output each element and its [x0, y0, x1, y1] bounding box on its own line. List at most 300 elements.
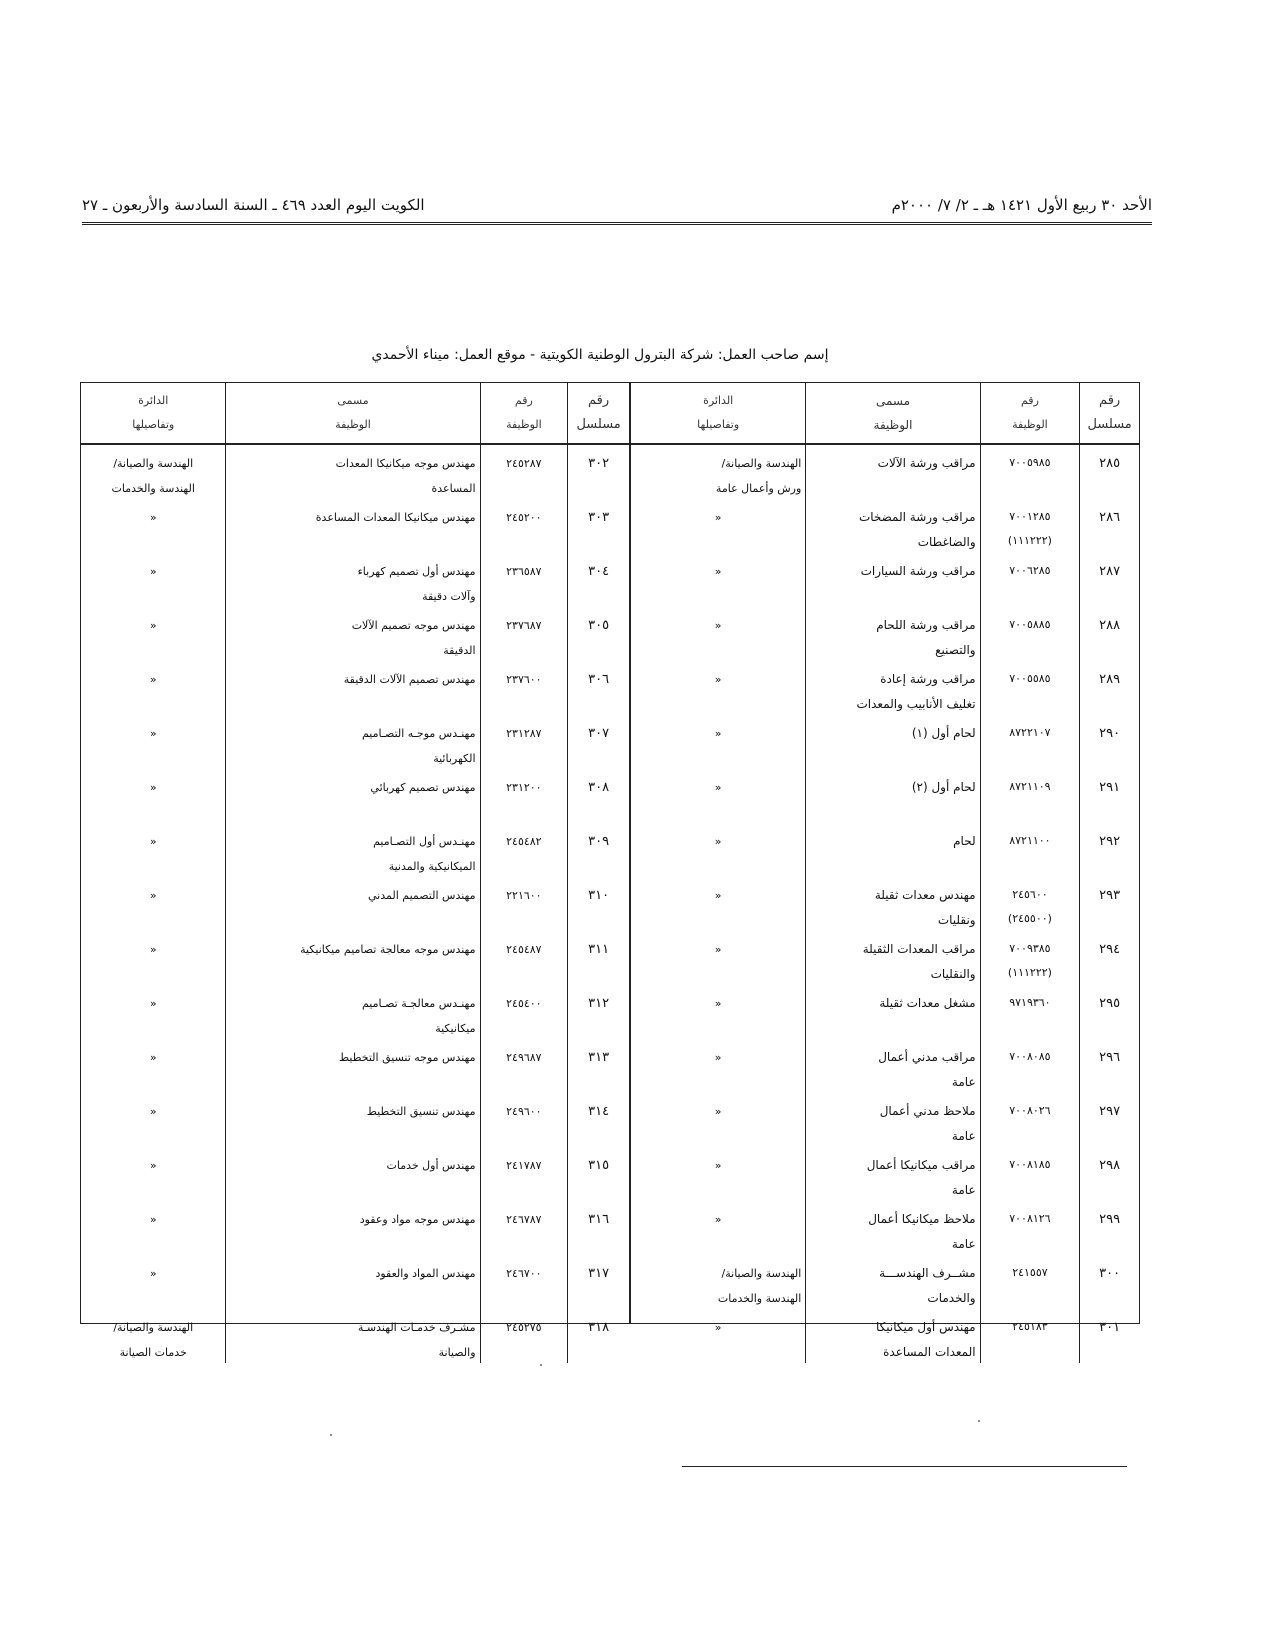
job-title-text: مهندس ميكانيكا المعدات المساعدة: [315, 511, 476, 524]
table-row: [631, 1147, 1139, 1201]
job-number-text: ٢٤٥٢٧٥: [506, 1321, 542, 1334]
serial-cell: [567, 1201, 629, 1255]
job-title-cell: [225, 1093, 479, 1147]
job-number-text: ٧٠٠٦٢٨٥: [1009, 564, 1051, 577]
job-title-text: مشــرف الهندســـة: [879, 1266, 976, 1280]
serial-text: ٢٩٦: [1099, 1050, 1121, 1065]
serial-text: ٣١٣: [588, 1050, 610, 1065]
serial-text: ٣٠٨: [588, 780, 610, 795]
job-title-cell: [225, 769, 479, 823]
department-cell: [631, 715, 805, 769]
ditto-mark: «: [714, 673, 722, 686]
serial-cell: [567, 877, 629, 931]
job-title-text: لحام أول (٢): [911, 780, 976, 794]
job-number-text: ٢٣١٢٨٧: [506, 727, 542, 740]
serial-cell: [1079, 445, 1139, 499]
serial-text: ٣١٠: [588, 888, 610, 903]
job-title-cell: [805, 445, 979, 499]
job-title-text: مراقب ورشة اللحام: [876, 618, 976, 632]
job-title-cell: [225, 445, 479, 499]
job-number-cell: [480, 1093, 568, 1147]
job-title-cell: [805, 931, 979, 985]
serial-text: ٢٩٨: [1099, 1158, 1121, 1173]
department-cell: [81, 445, 225, 499]
job-title-text: عامة: [951, 1183, 976, 1197]
job-title-text: مراقب ميكانيكا أعمال: [866, 1158, 976, 1172]
job-title-cell: [805, 661, 979, 715]
table-row: [631, 715, 1139, 769]
serial-cell: [567, 1039, 629, 1093]
job-title-text: عامة: [951, 1129, 976, 1143]
job-title-text: والضاغطات: [917, 535, 976, 549]
job-number-text: ٢٤٥٤٨٢: [506, 835, 542, 848]
job-number-cell: [980, 1309, 1080, 1363]
department-cell: [631, 445, 805, 499]
job-title-text: والنقليات: [930, 967, 976, 981]
table-row: [631, 1039, 1139, 1093]
department-cell: [81, 877, 225, 931]
serial-cell: [1079, 553, 1139, 607]
serial-text: ٣٠٣: [588, 510, 610, 525]
serial-text: ٣٠٢: [588, 456, 610, 471]
serial-cell: [567, 1093, 629, 1147]
ditto-mark: «: [149, 889, 157, 902]
job-number-cell: [480, 661, 568, 715]
job-number-text: ٧٠٠٥٥٨٥: [1009, 672, 1051, 685]
serial-text: ٢٩١: [1099, 780, 1121, 795]
department-text: الهندسة والصيانة/: [721, 1267, 802, 1280]
job-number-text: ٢٣٧٦٠٠: [506, 673, 542, 686]
job-title-text: مهندس أول تصميم كهرباء: [357, 565, 476, 578]
job-title-cell: [805, 823, 979, 877]
department-cell: [81, 1201, 225, 1255]
table-row: [81, 553, 629, 607]
department-cell: [81, 607, 225, 661]
job-title-text: مهنـدس موجـه التصـاميم: [361, 727, 476, 740]
job-title-cell: [225, 1147, 479, 1201]
department-text: الهندسة والصيانة/: [113, 457, 194, 470]
job-title-text: مهنـدس أول التصـاميم: [373, 835, 476, 848]
serial-cell: [567, 769, 629, 823]
job-title-cell: [225, 553, 479, 607]
job-number-text: ٨٧٢١١٠٠: [1009, 834, 1051, 847]
serial-text: ٢٩٥: [1099, 996, 1121, 1011]
header-dept: [631, 383, 805, 443]
job-title-text: مراقب ورشة المضخات: [858, 510, 976, 524]
job-number-cell: [980, 985, 1080, 1039]
header-job-no-l1: رقم: [1020, 394, 1039, 407]
employer-line: إسم صاحب العمل: شركة البترول الوطنية الكويتية - موقع العمل: ميناء الأحمدي: [371, 347, 829, 363]
table-header-left: [81, 383, 629, 445]
table-row: [631, 553, 1139, 607]
ditto-mark: «: [714, 727, 722, 740]
job-title-text: مهندس تنسيق التخطيط: [366, 1105, 476, 1118]
job-title-cell: [805, 1039, 979, 1093]
table-row: [81, 985, 629, 1039]
table-row: [81, 931, 629, 985]
header-right: الكويت اليوم العدد ٤٦٩ ـ السنة السادسة والأربعون ـ ٢٧: [82, 196, 425, 214]
serial-cell: [567, 499, 629, 553]
header-title-l1: مسمى: [875, 394, 911, 408]
job-title-cell: [805, 769, 979, 823]
job-title-text: ملاحظ ميكانيكا أعمال: [868, 1212, 976, 1226]
job-title-cell: [805, 1093, 979, 1147]
serial-text: ٣١٨: [588, 1320, 610, 1335]
serial-text: ٢٩٩: [1099, 1212, 1121, 1227]
serial-cell: [567, 607, 629, 661]
job-number-text: ٢٤٥٤٠٠: [506, 997, 542, 1010]
serial-text: ٣١٥: [588, 1158, 610, 1173]
serial-cell: [567, 1255, 629, 1309]
job-number-cell: [480, 607, 568, 661]
department-cell: [81, 985, 225, 1039]
job-title-cell: [805, 715, 979, 769]
job-number-text: ٢٣١٢٠٠: [506, 781, 542, 794]
job-title-text: والخدمات: [927, 1291, 976, 1305]
job-title-cell: [225, 985, 479, 1039]
header-dept-l1: الدائرة: [138, 394, 169, 407]
serial-cell: [1079, 1201, 1139, 1255]
department-cell: [631, 499, 805, 553]
header-title: [805, 383, 979, 443]
job-number-text: ٢٣٧٦٨٧: [506, 619, 542, 632]
job-number-cell: [980, 1255, 1080, 1309]
table-row: [81, 877, 629, 931]
job-title-text: مهندس تصميم كهربائي: [370, 781, 476, 794]
department-cell: [631, 877, 805, 931]
table-row: [81, 769, 629, 823]
header-title: [225, 383, 479, 443]
serial-text: ٢٩٢: [1099, 834, 1121, 849]
department-cell: [631, 823, 805, 877]
ditto-mark: «: [714, 1321, 722, 1334]
serial-cell: [567, 445, 629, 499]
job-title-cell: [805, 553, 979, 607]
serial-text: ٢٨٦: [1099, 510, 1121, 525]
job-number-text: ٢٤١٥٥٧: [1012, 1266, 1048, 1279]
job-number-text: ٧٠٠٨٠٢٦: [1009, 1104, 1051, 1117]
serial-text: ٣١١: [588, 942, 610, 957]
ditto-mark: «: [714, 889, 722, 902]
ditto-mark: «: [714, 565, 722, 578]
job-title-cell: [225, 499, 479, 553]
table-row: [81, 445, 629, 499]
job-number-cell: [480, 877, 568, 931]
header-rule: [82, 222, 1152, 225]
department-cell: [631, 1255, 805, 1309]
job-number-cell: [480, 1201, 568, 1255]
header-serial-l1: رقم: [588, 393, 610, 408]
header-title-l2: الوظيفة: [335, 418, 371, 431]
department-cell: [631, 1039, 805, 1093]
job-number-text: ٧٠٠٨١٢٦: [1009, 1212, 1051, 1225]
job-title-text: تغليف الأنابيب والمعدات: [856, 697, 976, 711]
job-number-cell: [480, 985, 568, 1039]
serial-text: ٣٠٧: [588, 726, 610, 741]
table-row: [631, 499, 1139, 553]
department-cell: [631, 985, 805, 1039]
serial-text: ٢٨٥: [1099, 456, 1121, 471]
serial-cell: [567, 715, 629, 769]
job-number-cell: [480, 769, 568, 823]
job-number-text: ٧٠٠٩٣٨٥: [1009, 942, 1051, 955]
header-serial-l2: مسلسل: [1087, 417, 1132, 432]
ditto-mark: «: [714, 997, 722, 1010]
department-cell: [631, 769, 805, 823]
job-title-text: وآلات دقيقة: [422, 590, 476, 603]
job-number-cell: [480, 499, 568, 553]
job-number-text: ٢٤٦٧٠٠: [506, 1267, 542, 1280]
page-header: [82, 194, 1152, 216]
department-cell: [81, 661, 225, 715]
job-title-text: مهندس التصميم المدني: [368, 889, 476, 902]
job-number-cell: [480, 1255, 568, 1309]
job-number-text: ٨٧٢٢١٠٧: [1009, 726, 1051, 739]
serial-cell: [1079, 769, 1139, 823]
header-job-no: [480, 383, 568, 443]
job-title-text: مراقب ورشة الآلات: [877, 456, 976, 470]
ditto-mark: «: [714, 943, 722, 956]
ditto-mark: «: [149, 1213, 157, 1226]
job-number-cell: [480, 823, 568, 877]
serial-cell: [1079, 499, 1139, 553]
table-row: [631, 661, 1139, 715]
job-title-text: مراقب المعدات الثقيلة: [862, 942, 976, 956]
job-number-text: ٧٠٠٨١٨٥: [1009, 1158, 1051, 1171]
ditto-mark: «: [149, 565, 157, 578]
header-title-l2: الوظيفة: [873, 418, 913, 432]
department-cell: [81, 931, 225, 985]
job-title-cell: [225, 1201, 479, 1255]
table-row: [81, 1309, 629, 1363]
job-title-cell: [225, 877, 479, 931]
table-row: [631, 1201, 1139, 1255]
job-number-cell: [980, 1147, 1080, 1201]
job-number-cell: [980, 1093, 1080, 1147]
job-title-cell: [225, 1255, 479, 1309]
job-title-cell: [805, 1309, 979, 1363]
ditto-mark: «: [149, 673, 157, 686]
job-title-text: الدقيقة: [443, 644, 476, 657]
job-title-text: مهندس موجه تنسيق التخطيط: [338, 1051, 476, 1064]
serial-text: ٢٩٣: [1099, 888, 1121, 903]
table-row: [631, 445, 1139, 499]
job-title-cell: [225, 823, 479, 877]
job-number-cell: [980, 715, 1080, 769]
ditto-mark: «: [149, 781, 157, 794]
job-title-text: ونقليات: [937, 913, 976, 927]
job-number-cell: [980, 661, 1080, 715]
job-number-text: (١١١٢٢٢): [1007, 966, 1052, 979]
table-row: [631, 931, 1139, 985]
serial-cell: [1079, 661, 1139, 715]
serial-cell: [1079, 1147, 1139, 1201]
job-number-text: ٢٤٥١٨٣: [1012, 1320, 1048, 1333]
ditto-mark: «: [149, 727, 157, 740]
serial-text: ٢٨٨: [1099, 618, 1121, 633]
serial-cell: [1079, 607, 1139, 661]
table-row: [631, 985, 1139, 1039]
serial-cell: [1079, 931, 1139, 985]
ditto-mark: «: [714, 1051, 722, 1064]
job-number-text: ٧٠٠٥٩٨٥: [1009, 456, 1051, 469]
table-row: [81, 1093, 629, 1147]
serial-text: ٢٩٤: [1099, 942, 1121, 957]
job-title-text: عامة: [951, 1237, 976, 1251]
table-row: [81, 823, 629, 877]
department-cell: [81, 1039, 225, 1093]
job-number-text: ٢٤٥٦٠٠: [1012, 888, 1048, 901]
job-title-text: مهندس المواد والعقود: [375, 1267, 476, 1280]
header-job-no-l1: رقم: [514, 394, 533, 407]
job-title-text: المساعدة: [431, 482, 476, 495]
serial-cell: [1079, 877, 1139, 931]
serial-cell: [1079, 1039, 1139, 1093]
serial-cell: [567, 661, 629, 715]
header-dept-l2: وتفاصيلها: [697, 418, 740, 431]
department-cell: [81, 769, 225, 823]
serial-text: ٣١٤: [588, 1104, 610, 1119]
serial-cell: [567, 931, 629, 985]
job-title-text: الكهربائية: [433, 752, 476, 765]
serial-cell: [1079, 985, 1139, 1039]
job-title-text: مهندس موجه ميكانيكا المعدات: [335, 457, 476, 470]
table-body-left: [81, 445, 629, 1363]
ditto-mark: «: [149, 511, 157, 524]
job-number-text: ٩٧١٩٣٦٠: [1009, 996, 1051, 1009]
job-number-text: ٢٣٦٥٨٧: [506, 565, 542, 578]
department-cell: [631, 1201, 805, 1255]
ditto-mark: «: [149, 1267, 157, 1280]
ditto-mark: «: [714, 781, 722, 794]
job-title-cell: [225, 1309, 479, 1363]
job-title-cell: [805, 607, 979, 661]
job-title-text: مهندس معدات ثقيلة: [874, 888, 976, 902]
job-title-cell: [805, 1201, 979, 1255]
table-row: [631, 823, 1139, 877]
job-title-text: مهندس موجه مواد وعقود: [359, 1213, 476, 1226]
job-number-cell: [480, 931, 568, 985]
job-number-text: ٧٠٠٨٠٨٥: [1009, 1050, 1051, 1063]
job-number-cell: [480, 553, 568, 607]
header-job-no-l2: الوظيفة: [506, 418, 542, 431]
serial-text: ٣١٢: [588, 996, 610, 1011]
header-serial: [1079, 383, 1139, 443]
job-title-cell: [225, 931, 479, 985]
job-title-cell: [225, 607, 479, 661]
department-cell: [81, 1147, 225, 1201]
job-number-cell: [980, 769, 1080, 823]
job-number-cell: [980, 607, 1080, 661]
job-title-text: مهندس موجه تصميم الآلات: [351, 619, 476, 632]
ditto-mark: «: [149, 619, 157, 632]
header-serial-l2: مسلسل: [576, 417, 621, 432]
header-serial-l1: رقم: [1099, 393, 1121, 408]
serial-cell: [567, 553, 629, 607]
serial-cell: [1079, 1255, 1139, 1309]
job-number-cell: [480, 1147, 568, 1201]
department-cell: [81, 823, 225, 877]
job-number-cell: [980, 553, 1080, 607]
job-number-text: ٢٤٥٢٠٠: [506, 511, 542, 524]
header-dept-l2: وتفاصيلها: [132, 418, 175, 431]
ditto-mark: «: [714, 835, 722, 848]
job-title-text: المعدات المساعدة: [883, 1345, 976, 1359]
job-number-text: ٨٧٢١١٠٩: [1009, 780, 1051, 793]
table-row: [631, 607, 1139, 661]
table-row: [81, 1039, 629, 1093]
header-dept: [81, 383, 225, 443]
scan-speck: [540, 1364, 542, 1366]
table-right-half: [630, 382, 1140, 1359]
table-row: [631, 877, 1139, 931]
table-body-right: [631, 445, 1139, 1363]
ditto-mark: «: [714, 511, 722, 524]
department-cell: [631, 1093, 805, 1147]
ditto-mark: «: [714, 1105, 722, 1118]
job-title-cell: [805, 499, 979, 553]
header-serial: [567, 383, 629, 443]
serial-cell: [1079, 1309, 1139, 1363]
job-number-cell: [980, 931, 1080, 985]
job-title-text: مهنـدس معالجـة تصـاميم: [361, 997, 476, 1010]
job-title-cell: [805, 985, 979, 1039]
job-number-text: ٢٤٦٧٨٧: [506, 1213, 542, 1226]
job-title-text: مراقب مدني أعمال: [878, 1050, 976, 1064]
job-number-text: ٢٤٩٦٨٧: [506, 1051, 542, 1064]
job-title-text: والتصنيع: [935, 643, 976, 657]
job-number-text: ٢٢١٦٠٠: [506, 889, 542, 902]
job-title-text: الميكانيكية والمدنية: [388, 860, 476, 873]
table-row: [81, 1201, 629, 1255]
ditto-mark: «: [714, 619, 722, 632]
department-cell: [81, 553, 225, 607]
table-row: [81, 1255, 629, 1309]
table-row: [81, 715, 629, 769]
department-text: الهندسة والصيانة/: [113, 1321, 194, 1334]
job-title-text: ميكانيكية: [435, 1022, 476, 1035]
scan-speck: [978, 1420, 980, 1422]
serial-text: ٣٠٤: [588, 564, 610, 579]
serial-text: ٣٠٥: [588, 618, 610, 633]
department-cell: [631, 553, 805, 607]
department-cell: [631, 607, 805, 661]
serial-cell: [1079, 715, 1139, 769]
job-number-cell: [480, 445, 568, 499]
job-title-text: مشغل معدات ثقيلة: [879, 996, 976, 1010]
job-title-cell: [225, 1039, 479, 1093]
department-cell: [631, 931, 805, 985]
table-row: [81, 607, 629, 661]
serial-cell: [567, 823, 629, 877]
table-row: [631, 1093, 1139, 1147]
job-number-cell: [980, 445, 1080, 499]
job-title-text: مهندس أول خدمات: [386, 1159, 476, 1172]
job-number-cell: [480, 1309, 568, 1363]
header-title-l1: مسمى: [337, 394, 369, 407]
department-text: خدمات الصيانة: [119, 1346, 187, 1359]
serial-text: ٢٨٧: [1099, 564, 1121, 579]
job-title-text: ملاحظ مدني أعمال: [879, 1104, 976, 1118]
ditto-mark: «: [149, 943, 157, 956]
job-number-cell: [980, 823, 1080, 877]
table-row: [81, 499, 629, 553]
ditto-mark: «: [149, 1159, 157, 1172]
job-number-text: ٧٠٠١٢٨٥: [1009, 510, 1051, 523]
department-text: ورش وأعمال عامة: [715, 482, 802, 495]
job-title-text: مهندس موجه معالجة تصاميم ميكانيكية: [300, 943, 476, 956]
job-number-text: ٢٤٥٤٨٧: [506, 943, 542, 956]
